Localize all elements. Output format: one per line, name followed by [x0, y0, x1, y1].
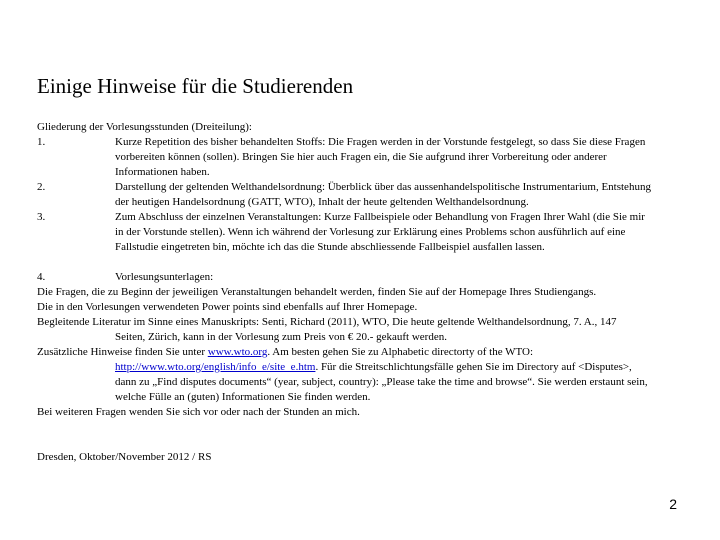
item-line: Informationen haben. — [115, 166, 210, 178]
slide-title: Einige Hinweise für die Studierenden — [37, 74, 354, 98]
signature: Dresden, Oktober/November 2012 / RS — [37, 451, 212, 463]
paragraph-literature: Begleitende Literatur im Sinne eines Manuskripts: Senti, Richard (2011), WTO, Die heute geltende Welthandelsordnung, 7. A., 147 — [37, 316, 617, 328]
wto-homepage-link[interactable]: www.wto.org — [207, 346, 268, 358]
paragraph-powerpoints: Die in den Vorlesungen verwendeten Power points sind ebenfalls auf Ihrer Homepage. — [37, 301, 418, 313]
paragraph-contact: Bei weiteren Fragen wenden Sie sich vor oder nach der Stunden an mich. — [37, 406, 360, 418]
outline-item-4 — [37, 270, 687, 285]
text-run: . Am besten gehen Sie zu Alphabetic directorty of the WTO: — [267, 346, 534, 358]
text-run: Zusätzliche Hinweise finden Sie unter — [37, 346, 208, 358]
page-number: 2 — [669, 496, 677, 512]
item-line: in der Vorstunde stellen). Wenn ich während der Vorlesung zur Erklärung eines Problems schon ausführlich auf eine — [115, 226, 626, 238]
item-line: der heutigen Handelsordnung (GATT, WTO), Inhalt der heute geltenden Welthandelsordnung. — [115, 196, 529, 208]
item-line: vorbereiten können (sollen). Bringen Sie hier auch Fragen ein, die Sie aufgrund ihrer Vorbereitung oder anderer — [115, 151, 607, 163]
item-number: 2. — [37, 181, 46, 193]
item-line: Fallstudie eingetreten bin, möchte ich das die Stunde abschliessende Fallbeispiel ausfallen lassen. — [115, 241, 545, 253]
item-line: Darstellung der geltenden Welthandelsordnung: Überblick über das aussenhandelspolitische Instrumentarium, Entstehung — [115, 181, 651, 193]
outline-item-3 — [37, 210, 687, 255]
item-line: Kurze Repetition des bisher behandelten Stoffs: Die Fragen werden in der Vorstunde festgelegt, so dass Sie diese Fragen — [115, 136, 646, 148]
spacer — [37, 420, 687, 435]
item-number: 1. — [37, 136, 46, 148]
outline-item-2 — [37, 180, 687, 210]
outline-item-1 — [37, 135, 687, 180]
item-line: Zum Abschluss der einzelnen Veranstaltungen: Kurze Fallbeispiele oder Behandlung von Fragen Ihrer Wahl (die Sie mir — [115, 211, 645, 223]
spacer — [37, 255, 687, 270]
wto-site-directory-link[interactable]: http://www.wto.org/english/info_e/site_e.htm — [115, 361, 316, 373]
spacer — [37, 435, 687, 450]
outline-intro: Gliederung der Vorlesungsstunden (Dreiteilung): — [37, 121, 252, 133]
slide-body — [37, 120, 687, 465]
paragraph-additional-info — [37, 345, 687, 360]
paragraph-questions: Die Fragen, die zu Beginn der jeweiligen Veranstaltungen behandelt werden, finden Sie auf der Homepage Ihres Studiengangs. — [37, 286, 597, 298]
paragraph-additional-info-cont — [37, 360, 687, 375]
item-number: 4. — [37, 271, 46, 283]
item-label: Vorlesungsunterlagen: — [115, 271, 214, 283]
paragraph-additional-info-cont: welche Fülle an (guten) Informationen Sie finden werden. — [115, 391, 371, 403]
paragraph-literature-cont: Seiten, Zürich, kann in der Vorlesung zum Preis von € 20.- gekauft werden. — [115, 331, 447, 343]
paragraph-additional-info-cont: dann zu „Find disputes documents“ (year, subject, country): „Please take the time and browse“. Sie werden erstaunt sein, — [115, 376, 648, 388]
item-number: 3. — [37, 211, 46, 223]
text-run: . Für die Streitschlichtungsfälle gehen Sie im Directory auf <Disputes>, — [315, 361, 632, 373]
